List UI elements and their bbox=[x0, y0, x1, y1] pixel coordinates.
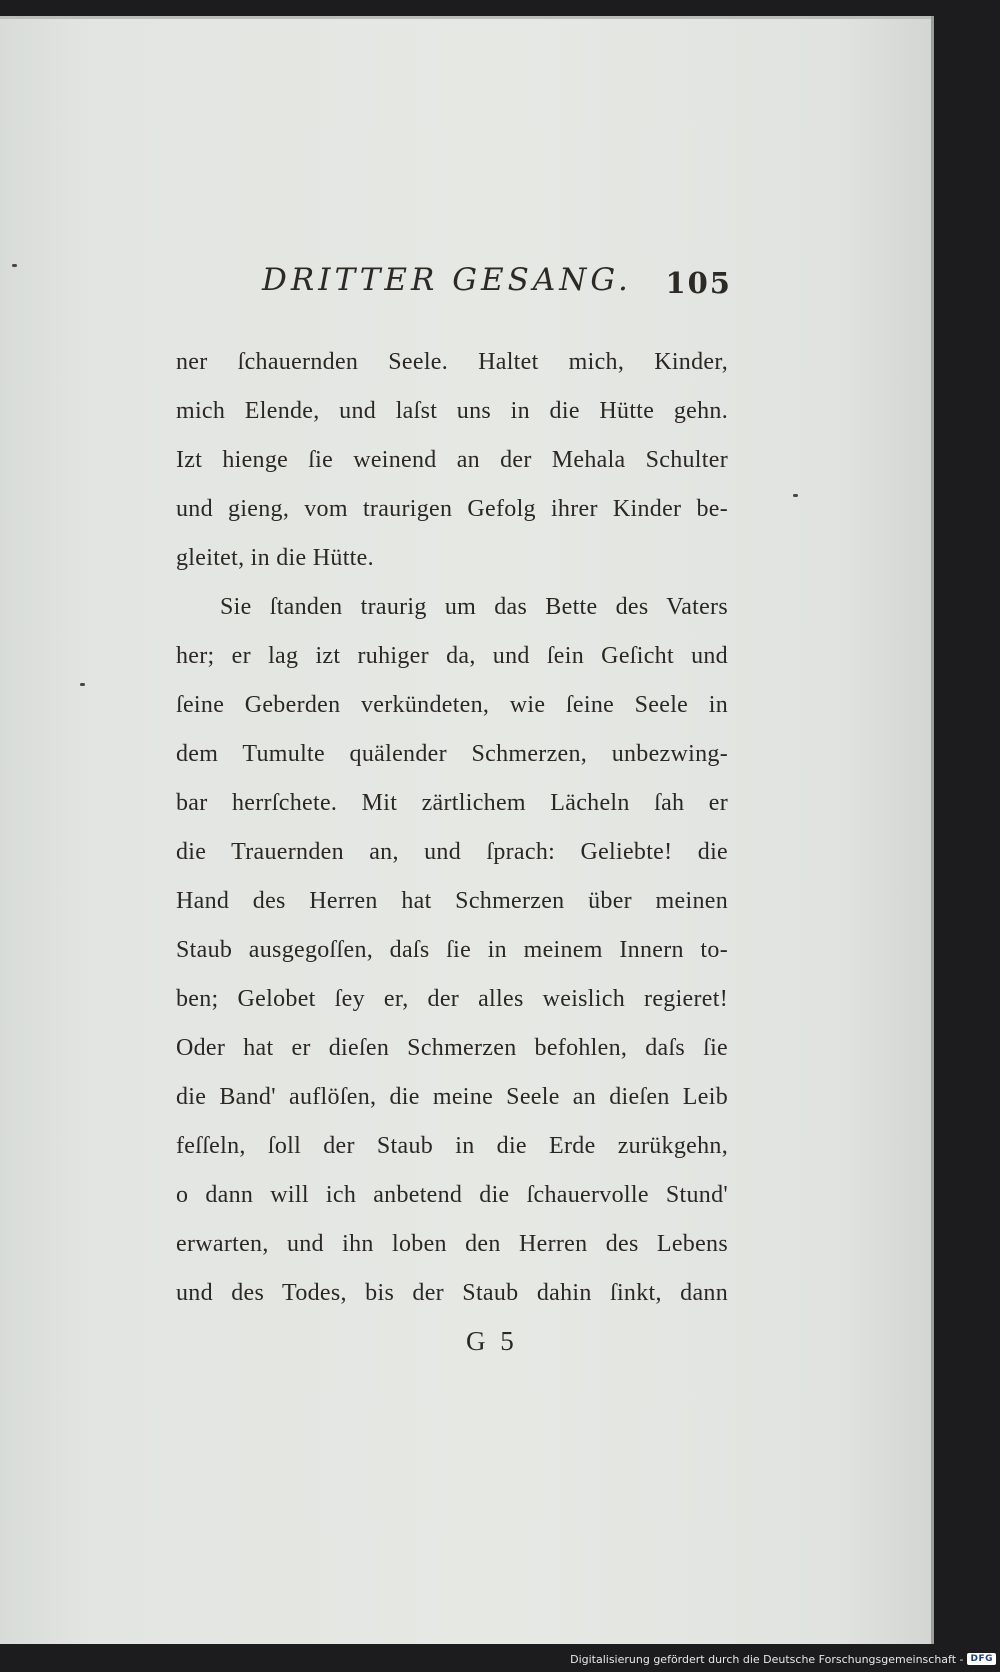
text-line: ben; Gelobet ſey er, der alles weislich regieret! bbox=[176, 986, 728, 1012]
book-page bbox=[0, 16, 934, 1644]
text-line: Izt hienge ſie weinend an der Mehala Schulter bbox=[176, 447, 728, 473]
page-body-text bbox=[176, 338, 728, 1318]
running-header bbox=[262, 258, 732, 308]
text-line: dem Tumulte quälender Schmerzen, unbezwing- bbox=[176, 741, 728, 767]
digitization-credit bbox=[570, 1649, 996, 1669]
text-line: Staub ausgegoſſen, daſs ſie in meinem Innern to- bbox=[176, 937, 728, 963]
text-line: die Band' auflöſen, die meine Seele an dieſen Leib bbox=[176, 1084, 728, 1110]
text-line: und gieng, vom traurigen Gefolg ihrer Kinder be- bbox=[176, 496, 728, 522]
text-line: Hand des Herren hat Schmerzen über meinen bbox=[176, 888, 728, 914]
text-line: o dann will ich anbetend die ſchauervolle Stund' bbox=[176, 1182, 728, 1208]
text-line: erwarten, und ihn loben den Herren des Lebens bbox=[176, 1231, 728, 1257]
text-line: und des Todes, bis der Staub dahin ſinkt, dann bbox=[176, 1280, 728, 1306]
text-line: mich Elende, und laſst uns in die Hütte gehn. bbox=[176, 398, 728, 424]
text-line: her; er lag izt ruhiger da, und ſein Geſicht und bbox=[176, 643, 728, 669]
running-title: DRITTER GESANG. bbox=[262, 262, 632, 298]
text-line: ner ſchauernden Seele. Haltet mich, Kinder, bbox=[176, 349, 728, 375]
signature-mark: G 5 bbox=[466, 1326, 518, 1356]
text-line: die Trauernden an, und ſprach: Geliebte! die bbox=[176, 839, 728, 865]
text-line: Oder hat er dieſen Schmerzen befohlen, daſs ſie bbox=[176, 1035, 728, 1061]
text-line: feſſeln, ſoll der Staub in die Erde zurükgehn, bbox=[176, 1133, 728, 1159]
paper-speck bbox=[80, 683, 85, 686]
dfg-logo-icon: DFG bbox=[967, 1653, 996, 1665]
page-number: 105 bbox=[665, 266, 732, 300]
text-line: bar herrſchete. Mit zärtlichem Lächeln ſah er bbox=[176, 790, 728, 816]
credit-text: Digitalisierung gefördert durch die Deutsche Forschungsgemeinschaft - bbox=[570, 1652, 964, 1666]
text-line: gleitet, in die Hütte. bbox=[176, 545, 374, 571]
text-line: Sie ſtanden traurig um das Bette des Vaters bbox=[220, 594, 728, 620]
text-line: ſeine Geberden verkündeten, wie ſeine Seele in bbox=[176, 692, 728, 718]
page-top-edge bbox=[0, 16, 931, 19]
paper-speck bbox=[12, 264, 17, 267]
paper-speck bbox=[793, 494, 798, 497]
